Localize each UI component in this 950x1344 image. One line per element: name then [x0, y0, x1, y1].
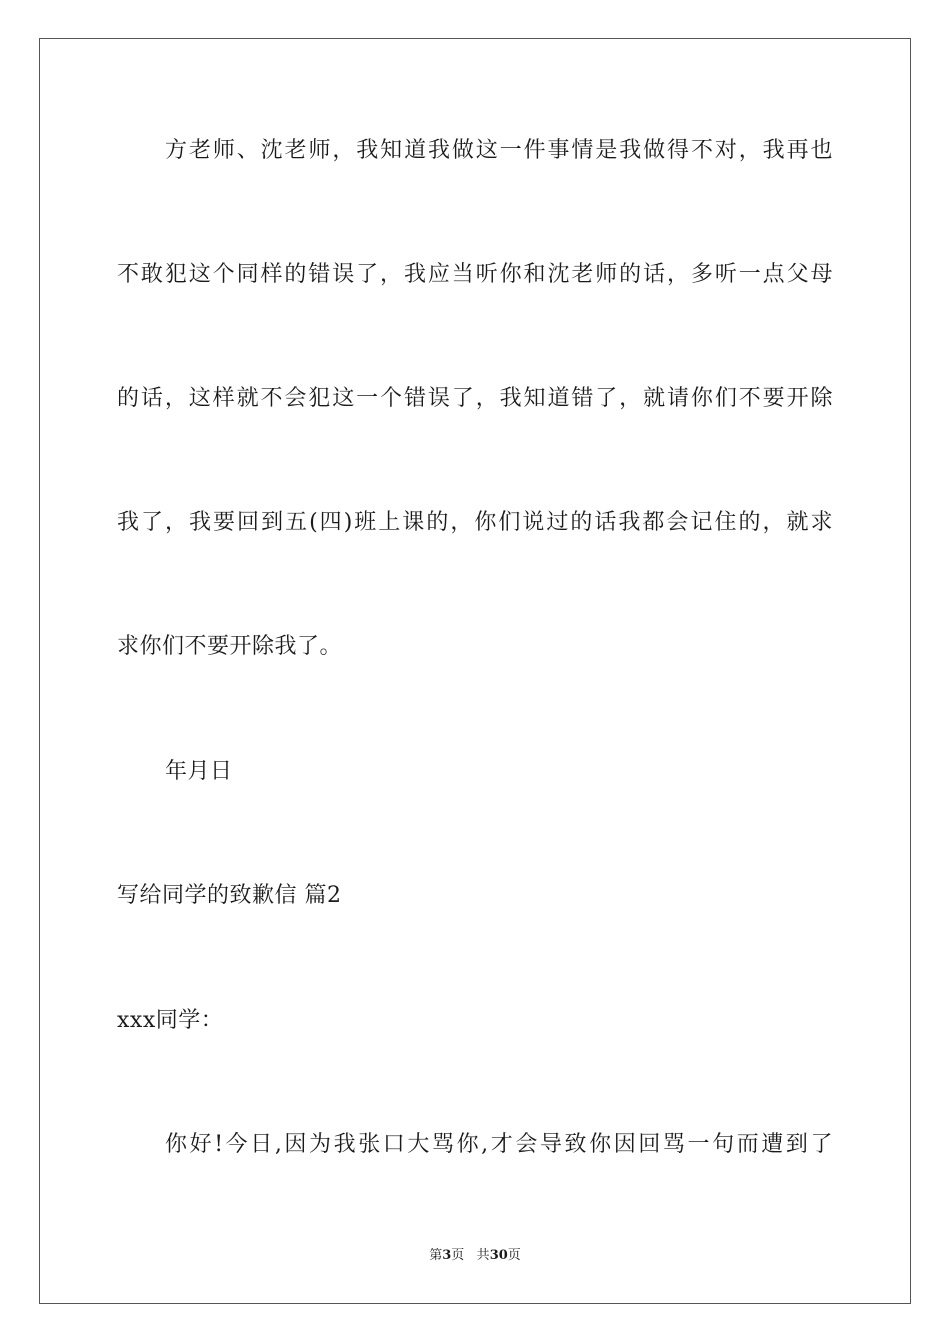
footer-total-prefix: 共: [476, 1248, 490, 1263]
footer-total-pages: 30: [489, 1248, 508, 1263]
page-border: [39, 38, 911, 1304]
body-line-1: 方老师、沈老师，我知道我做这一件事情是我做得不对，我再也: [165, 138, 833, 163]
footer-page-suffix: 页: [451, 1248, 465, 1263]
salutation: xxx同学：: [117, 1008, 224, 1033]
page-footer: [0, 1247, 950, 1265]
date-line: 年月日: [165, 759, 233, 784]
footer-total-suffix: 页: [507, 1248, 521, 1263]
next-paragraph-line: 你好!今日,因为我张口大骂你,才会导致你因回骂一句而遭到了: [165, 1132, 833, 1157]
section-title: 写给同学的致歉信 篇2: [117, 883, 342, 908]
body-line-3: 的话，这样就不会犯这一个错误了，我知道错了，就请你们不要开除: [117, 386, 833, 411]
footer-page-prefix: 第: [429, 1248, 443, 1263]
body-line-4: 我了，我要回到五(四)班上课的，你们说过的话我都会记住的，就求: [117, 510, 833, 535]
footer-page-number: 3: [442, 1248, 452, 1263]
body-line-5: 求你们不要开除我了。: [117, 634, 343, 659]
body-line-2: 不敢犯这个同样的错误了，我应当听你和沈老师的话，多听一点父母: [117, 262, 833, 287]
